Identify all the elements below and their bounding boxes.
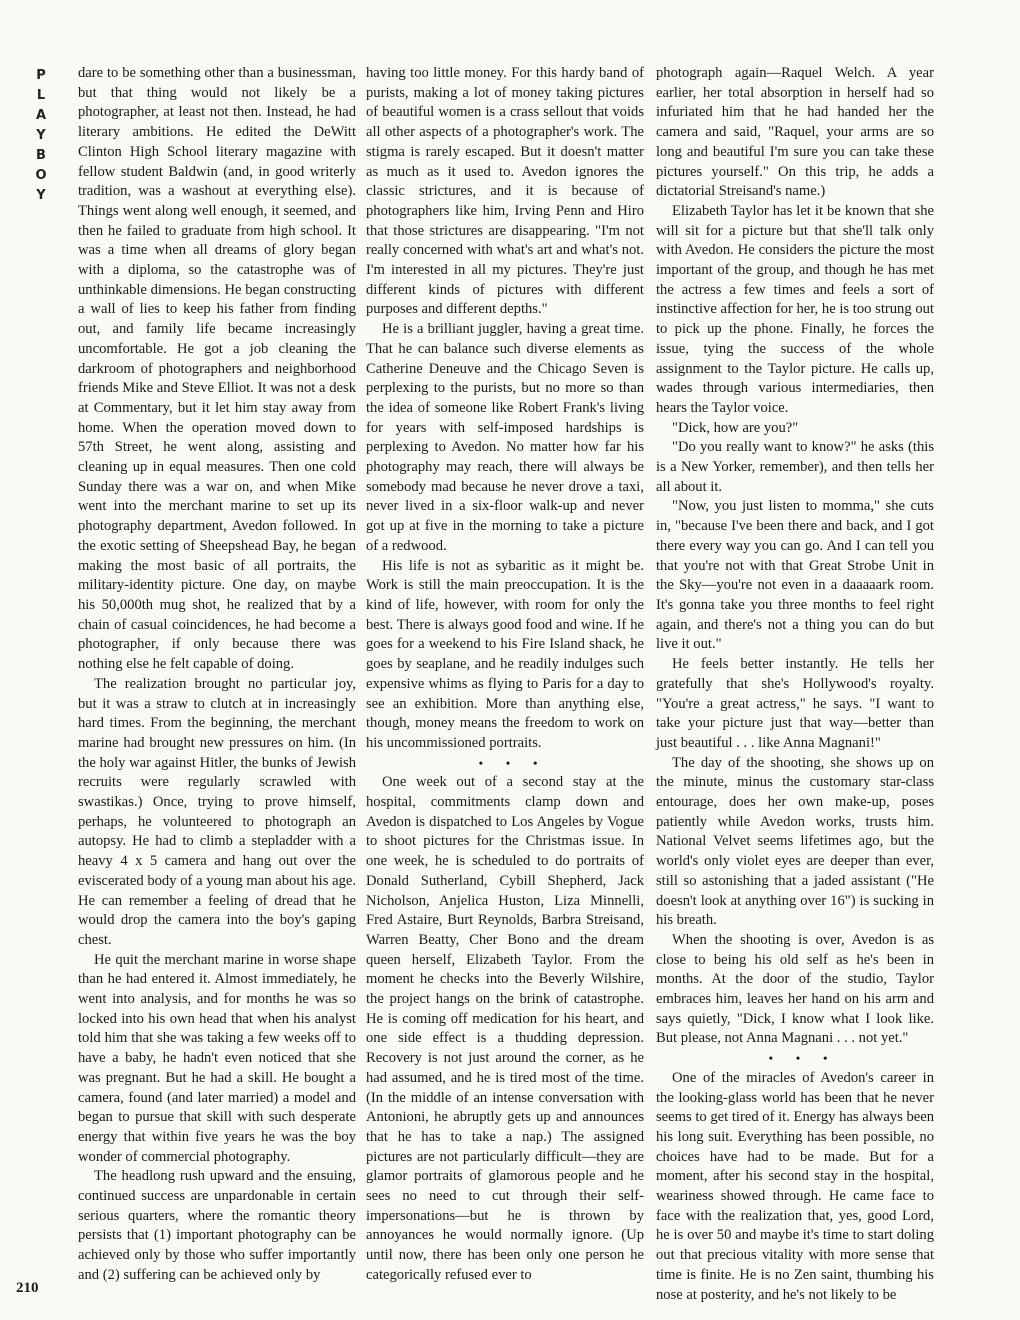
article-paragraph: having too little money. For this hardy band of purists, making a lot of money taking pictures of beautiful women is a crass sellout that voids all other aspects of a photographer's work. The stigma is rarely escaped. But it doesn't matter as much as it used to. Avedon ignores the classic strictures, and it is because of photographers like him, Irving Penn and Hiro that those strictures are disappearing. "I'm not really concerned with what's art and what's not. I'm interested in all my pictures. They're just different kinds of pictures with different purposes and different depths." [366,65,644,318]
article-paragraph: The realization brought no particular joy, but it was a straw to clutch at in increasingly hard times. From the beginning, the merchant marine had brought new pressures on him. (In the holy war against Hitler, the bunks of Jewish recruits were regularly scrawled with swastikas.) Once, trying to prove himself, perhaps, he volunteered to photograph an autopsy. He had to climb a stepladder with a heavy 4 x 5 camera and hang out over the eviscerated body of a young man about his age. He can remember a feeling of dread that he would drop the camera into the boy's gaping chest. [78,675,356,948]
article-paragraph: One week out of a second stay at the hospital, commitments clamp down and Avedon is dispatched to Los Angeles by Vogue to shoot pictures for the Christmas issue. In one week, he is scheduled to do portraits of Donald Sutherland, Cybill Shepherd, Jack Nicholson, Anjelica Huston, Liza Minnelli, Fred Astaire, Burt Reynolds, Barbra Streisand, Warren Beatty, Cher Bono and the dream queen herself, Elizabeth Taylor. From the moment he checks into the Beverly Wilshire, the project hangs on the brink of catastrophe. He is coming off medication for his heart, and one side effect is a thudding depression. Recovery is not just around the corner, as he had assumed, and he is tired most of the time. (In the middle of an intense conversation with Antonioni, he abruptly gets up and announces that he has to take a nap.) The assigned pictures are not particularly difficult—they are glamor portraits of glamorous people and he sees no need to cut through their self-impersonations—but he is thrown by annoyances he would normally ignore. (Up until now, there has been only one person he categorically refused ever to [366,774,644,1283]
masthead-letter: O [35,168,47,183]
article-column-3 [656,64,934,1303]
article-paragraph: He is a brilliant juggler, having a great time. That he can balance such diverse elements as Catherine Deneuve and the Chicago Seven is perplexing to the purists, but no more so than the idea of someone like Robert Frank's living for years with self-imposed hardships is perplexing to Avedon. No matter how far his photography may reach, there will always be somebody mad because he never drove a taxi, never lived in a six-floor walk-up and never got up at five in the morning to take a picture of a redwood. [366,321,644,554]
article-paragraph: The headlong rush upward and the ensuing, continued success are unpardonable in certain serious quarters, where the romantic theory persists that (1) important photography can be achieved only by those who suffer importantly and (2) suffering can be achieved only by [78,1168,356,1283]
article-paragraph: Elizabeth Taylor has let it be known that she will sit for a picture but that she'll talk only with Avedon. He considers the picture the most important of the group, and though he has met the actress a few times and feels a sort of instinctive affection for her, he is too strung out to pick up the phone. Finally, he forces the issue, tying the success of the whole assignment to the Taylor picture. He calls up, wades through various intermediaries, then hears the Taylor voice. [656,202,934,416]
masthead-letter: P [36,68,46,83]
article-paragraph: His life is not as sybaritic as it might be. Work is still the main preoccupation. It is the kind of life, however, with room for only the best. There is always good food and wine. If he goes for a weekend to his Fire Island shack, he goes by seaplane, and he readily indulges such expensive whims as flying to Paris for a day to see an exhibition. More than anything else, though, money means the freedom to work on his uncommissioned portraits. [366,557,644,751]
article-paragraph: dare to be something other than a businessman, but that thing would not likely be a photographer, at least not then. Instead, he had literary ambitions. He edited the DeWitt Clinton High School literary magazine with fellow student Baldwin (and, in good writerly tradition, was a washout at everything else). Things went along well enough, it seemed, and then he failed to graduate from high school. It was a time when all dreams of glory began with a diploma, so the catastrophe was of unthinkable dimensions. He began constructing a wall of lies to keep his father from finding out, and family life became increasingly uncomfortable. He got a job cleaning the darkroom of photographers and neighborhood friends Mike and Steve Elliot. It was not a desk at Commentary, but it let him stay away from home. When the operation moved down to 57th Street, he went along, assisting and cleaning up in equal measures. Then one cold Sunday there was a war on, and when Mike went into the merchant marine to set up its photography department, Avedon followed. In the exotic setting of Sheepshead Bay, he began making the most basic of all portraits, the military-identity picture. One day, on maybe his 50,000th mug shot, he realized that by a chain of casual coincidences, he had become a photographer, if only because there was nothing else he felt capable of doing. [78,65,356,673]
magazine-masthead [30,66,52,206]
article-paragraph: He feels better instantly. He tells her gratefully that she's Hollywood's royalty. "You're a great actress," he says. "I want to take your picture just that way—better than just beautiful . . . like Anna Magnani!" [656,656,934,751]
article-paragraph: When the shooting is over, Avedon is as close to being his old self as he's been in months. At the door of the studio, Taylor embraces him, leaves her hand on his arm and says quietly, "Dick, I know what I look like. But please, not Anna Magnani . . . not yet." [656,931,934,1047]
article-paragraph: One of the miracles of Avedon's career in the looking-glass world has been that he never seems to get tired of it. Energy has always been his long suit. Everything has been possible, no choices have had to be made. But for a moment, after his second stay in the hospital, weariness showed through. He came face to face with the realization that, yes, good Lord, he is over 50 and maybe it's time to start doling out that precious vitality with more sense that time is finite. He is no Zen saint, thumbing his nose at posterity, and he's not likely to be [656,1069,934,1303]
article-column-1 [78,64,356,1294]
masthead-letter: Y [36,188,46,203]
masthead-letter: A [35,108,47,123]
masthead-letter: L [36,88,46,103]
article-paragraph: "Do you really want to know?" he asks (this is a New Yorker, remember), and then tells her all about it. [656,439,934,495]
article-paragraph: photograph again—Raquel Welch. A year earlier, her total absorption in herself had so infuriated him that he had handed her the camera and said, "Raquel, your arms are so long and beautiful I'm sure you can take these pictures yourself." On this trip, he adds a dictatorial Streisand's name.) [656,65,934,200]
page-number: 210 [16,1280,39,1296]
article-column-2 [366,64,644,1294]
article-paragraph: "Dick, how are you?" [672,419,799,436]
article-paragraph: "Now, you just listen to momma," she cuts in, "because I've been there and back, and I got there every way you can go. And I can tell you that you're not with that Great Strobe Unit in the Sky—you're not even in a daaaaark room. It's gonna take you three months to feel right again, and there's not a thing you can do but live it out." [656,498,934,653]
article-paragraph: He quit the merchant marine in worse shape than he had entered it. Almost immediately, he went into analysis, and for months he was so locked into his own head that when his analyst told him that she was taking a few weeks off to have a baby, he hadn't even noticed that she was pregnant. But he had a skill. He bought a camera, found (and later married) a model and began to pursue that skill with such desperate energy that within five years he was the boy wonder of commercial photography. [78,951,356,1165]
masthead-letter: Y [36,128,46,143]
article-paragraph: The day of the shooting, she shows up on the minute, minus the customary star-class entourage, does her own make-up, poses patiently while Avedon works, trusts him. National Velvet seems lifetimes ago, but the world's only violet eyes are deeper than ever, still so astonishing that a jaded assistant ("He doesn't look at anything over 16") is sucking in his breath. [656,754,934,929]
section-separator: • • • [478,755,548,770]
section-separator: • • • [768,1051,838,1066]
masthead-letter: B [36,148,46,163]
